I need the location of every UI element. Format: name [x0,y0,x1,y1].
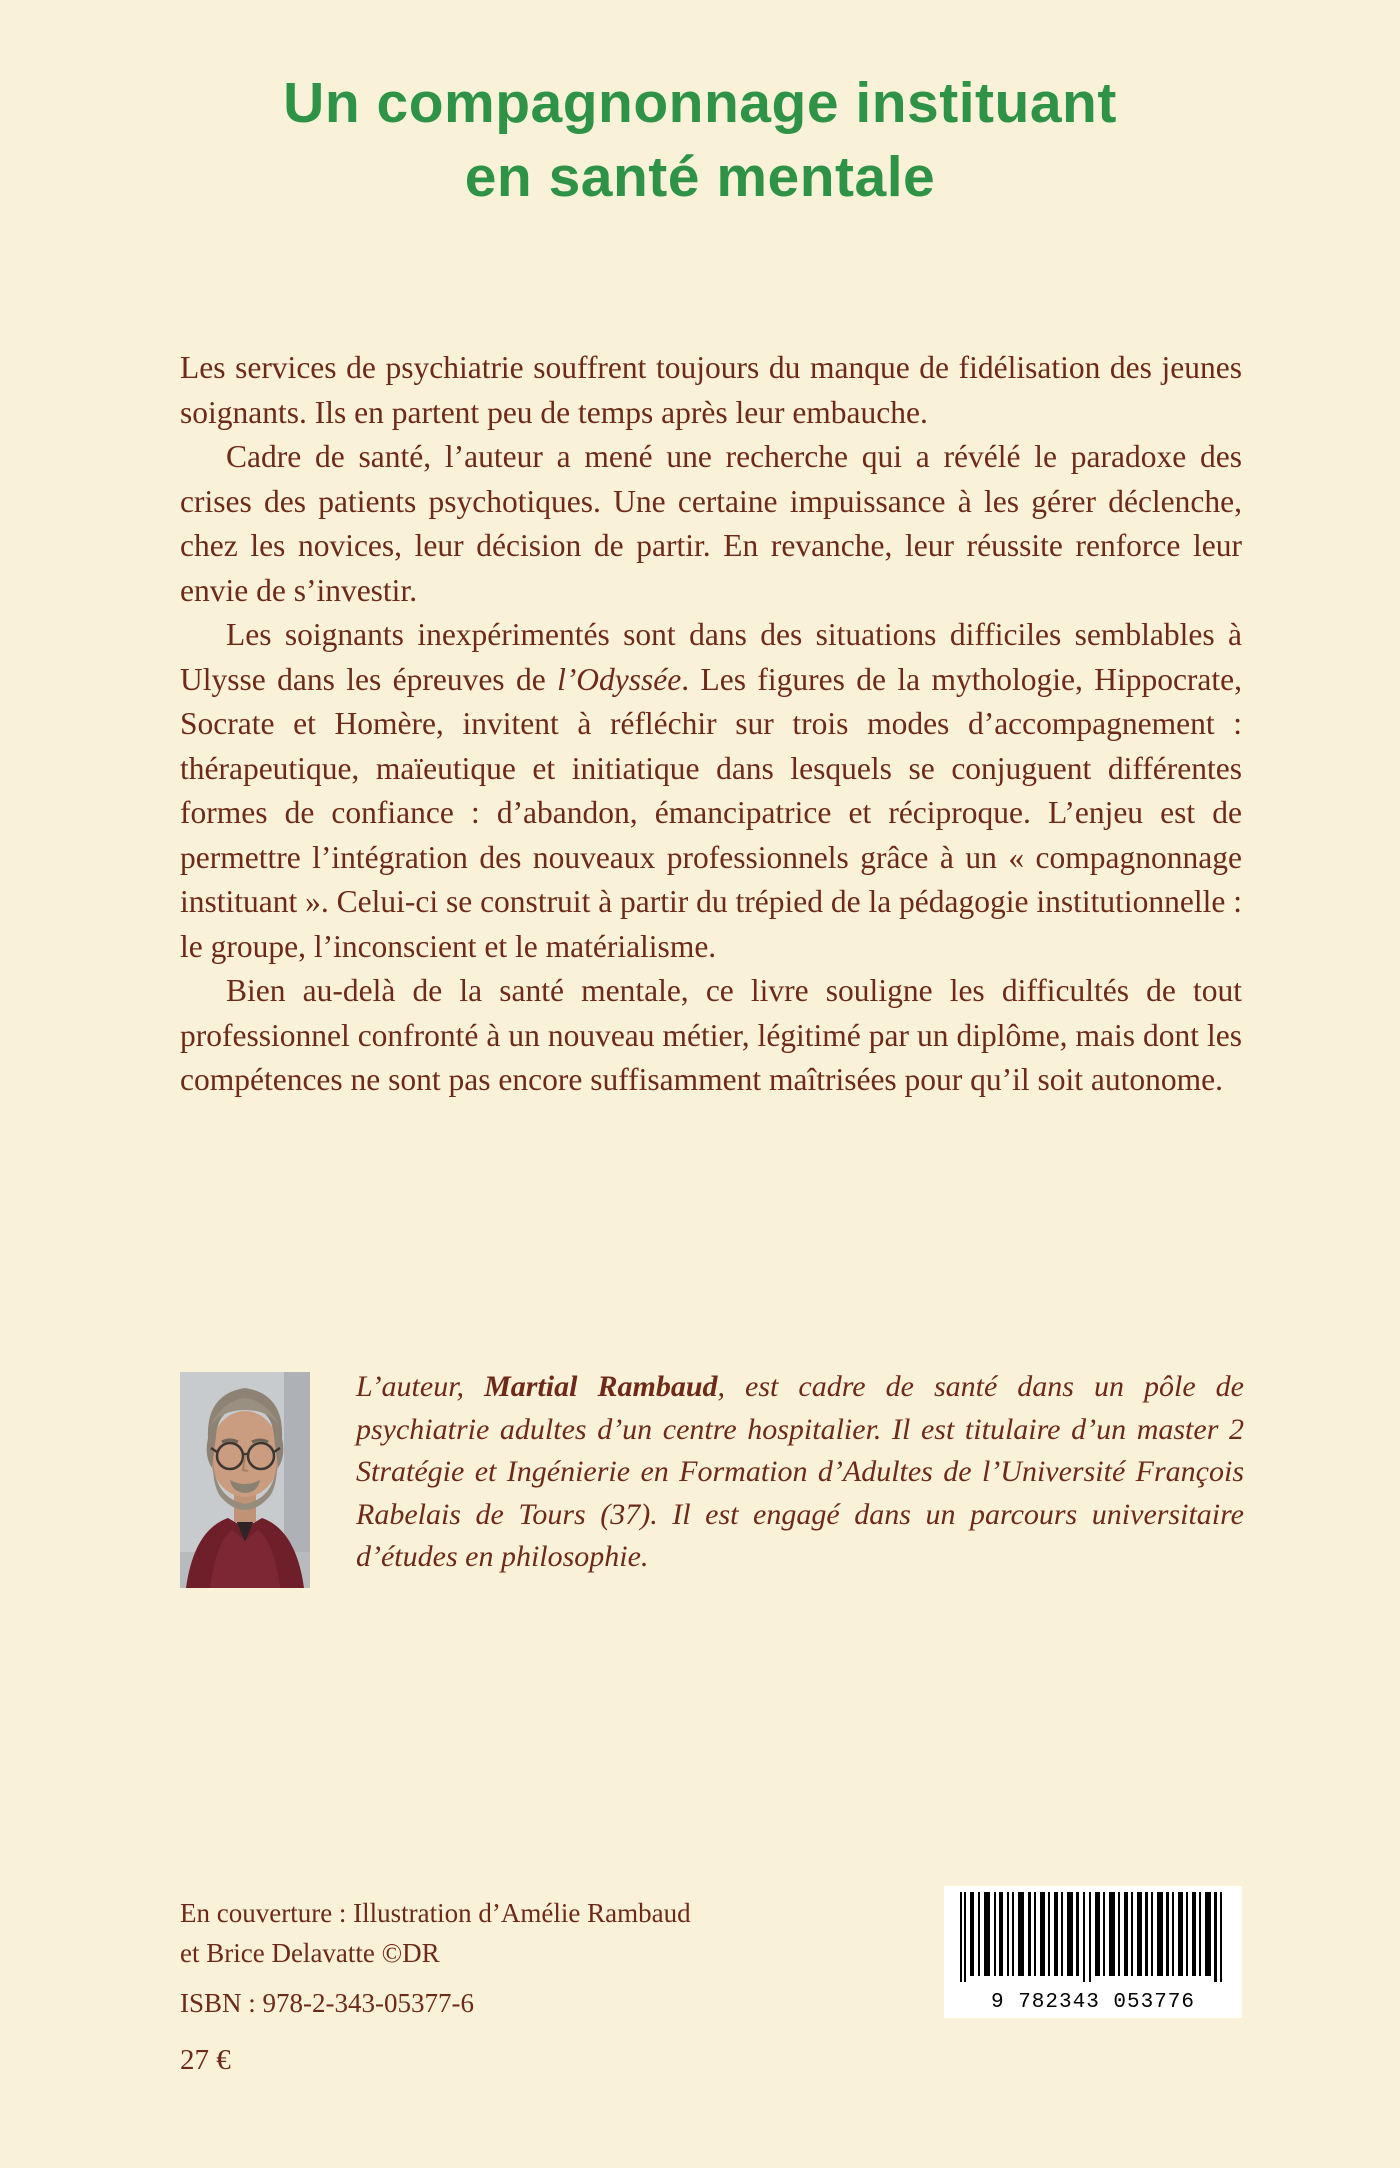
author-name: Martial Rambaud [484,1370,718,1403]
synopsis-paragraph-4: Bien au-delà de la santé mentale, ce livre souligne les difficultés de tout professionnel confronté à un nouveau métier, légitimé par un diplôme, mais dont les compétences ne sont pas encore suffisamment maîtrisées pour qu’il soit autonome. [180,973,1242,1097]
price: 27 € [180,2044,231,2076]
title-line-1: Un compagnonnage instituant [283,71,1117,135]
page-title [0,66,1400,214]
synopsis-paragraph-2: Cadre de santé, l’auteur a mené une recherche qui a révélé le paradoxe des crises des patients psychotiques. Une certaine impuissance à les gérer déclenche, chez les novices, leur décision de partir. En revanche, leur réussite renforce leur envie de s’investir. [180,439,1242,608]
barcode [944,1886,1242,2018]
cover-credit-line-2: et Brice Delavatte ©DR [180,1938,440,1968]
cover-credit [180,1893,691,1973]
synopsis-paragraph-3 [180,613,1242,969]
barcode-bars [944,1886,1242,1986]
synopsis-paragraph-1: Les services de psychiatrie souffrent toujours du manque de fidélisation des jeunes soignants. Ils en partent peu de temps après leur embauche. [180,350,1242,430]
synopsis-text: Les soignants inexpérimentés sont dans des situations difficiles semblables à Ulysse dans les épreuves de [180,617,1242,697]
isbn: ISBN : 978-2-343-05377-6 [180,1988,474,2018]
title-line-2: en santé mentale [464,145,936,209]
book-title-odyssee: l’Odyssée [557,661,682,697]
author-photo [180,1372,310,1588]
bio-text: , est cadre de santé dans un pôle de psychiatrie adultes d’un centre hospitalier. Il est titulaire d’un master 2 Stratégie et Ingénierie en Formation d’Adultes de l’Université François Rabelais de Tours (37). Il est engagé dans un parcours universitaire d’études en philosophie. [356,1370,1245,1573]
barcode-number: 9 782343 053776 [990,1991,1196,2014]
cover-credit-line-1: En couverture : Illustration d’Amélie Rambaud [180,1898,691,1928]
synopsis [180,346,1242,1103]
synopsis-text: . Les figures de la mythologie, Hippocrate, Socrate et Homère, invitent à réfléchir sur trois modes d’accompagnement : thérapeutique, maïeutique et initiatique dans lesquels se conjuguent différentes formes de confiance : d’abandon, émancipatrice et réciproque. L’enjeu est de permettre l’intégration des nouveaux professionnels grâce à un « compagnonnage instituant ». Celui-ci se construit à partir du trépied de la pédagogie institutionnelle : le groupe, l’inconscient et le matérialisme. [180,661,1243,964]
author-bio [356,1366,1244,1579]
bio-text: L’auteur, [356,1370,485,1403]
